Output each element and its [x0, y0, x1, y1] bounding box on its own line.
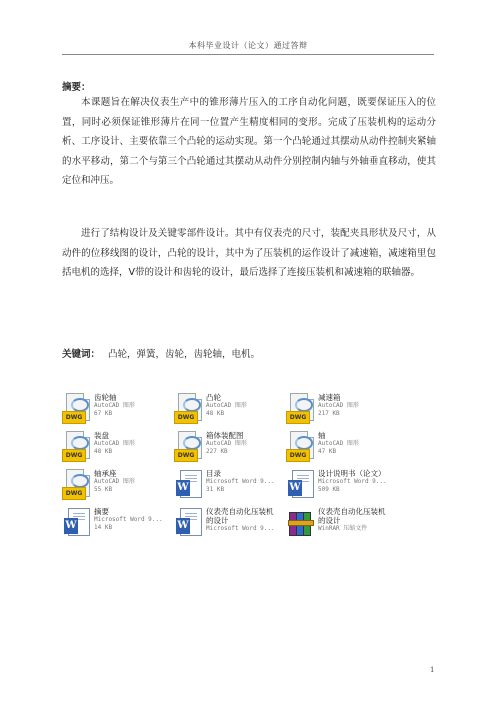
word-icon: W — [174, 469, 202, 501]
file-type: Microsoft Word 9... — [206, 525, 275, 532]
file-name-line-1: 仪表壳自动化压装机 — [318, 507, 386, 516]
file-size: 48 KB — [206, 410, 225, 417]
file-item[interactable] — [174, 392, 284, 426]
file-name: 齿轮轴 — [94, 393, 117, 402]
dwg-icon: DWG — [174, 431, 202, 463]
word-icon: W — [62, 507, 90, 539]
file-type: AutoCAD 图形 — [206, 440, 247, 447]
file-type: AutoCAD 图形 — [318, 402, 359, 409]
file-name-line-2: 的设计 — [206, 516, 229, 525]
word-icon: W — [286, 469, 314, 501]
file-item[interactable] — [286, 392, 396, 426]
dwg-icon: DWG — [174, 393, 202, 425]
file-name: 目录 — [206, 469, 221, 478]
file-size: 31 KB — [206, 486, 225, 493]
file-name-line-1: 仪表壳自动化压装机 — [206, 507, 274, 516]
file-listing — [62, 392, 422, 580]
page-number: 1 — [430, 666, 435, 674]
file-type: Microsoft Word 9... — [94, 516, 163, 523]
abstract-paragraph-1-text: 本课题旨在解决仪表生产中的锥形薄片压入的工序自动化问题，既要保证压入的位置，同时必须保证锥形薄片在同一位置产生精度相同的变形。完成了压装机构的运动分析、工序设计、主要依靠三个凸轮的运动实现。第一个凸轮通过其摆动从动件控制夹紧轴的水平移动，第二个与第三个凸轮通过其摆动从动件分别控制内轴与外轴垂直移动，使其定位和冲压。 — [62, 97, 436, 186]
file-size: 509 KB — [318, 486, 340, 493]
file-type: Microsoft Word 9... — [206, 478, 275, 485]
file-type: AutoCAD 图形 — [206, 402, 247, 409]
file-size: 14 KB — [94, 524, 113, 531]
file-item[interactable] — [286, 468, 396, 502]
file-item[interactable] — [62, 506, 172, 540]
file-type: Microsoft Word 9... — [318, 478, 387, 485]
word-icon: W — [174, 507, 202, 539]
file-name: 轴 — [318, 431, 326, 440]
page-header: 本科毕业设计（论文）通过答辩 — [188, 41, 308, 50]
file-item[interactable] — [286, 430, 396, 464]
dwg-icon: DWG — [286, 393, 314, 425]
file-name: 装盘 — [94, 431, 109, 440]
file-name-line-2: 的设计 — [318, 516, 341, 525]
file-type: AutoCAD 图形 — [94, 440, 135, 447]
file-name: 设计说明书（论文） — [318, 469, 386, 478]
file-item[interactable] — [62, 430, 172, 464]
file-item[interactable] — [62, 392, 172, 426]
dwg-icon: DWG — [62, 393, 90, 425]
file-name: 轴承座 — [94, 469, 117, 478]
file-name: 箱体装配图 — [206, 431, 244, 440]
abstract-paragraph-2 — [62, 224, 436, 283]
abstract-paragraph-2-text: 进行了结构设计及关键零部件设计。其中有仪表壳的尺寸，装配夹具形状及尺寸，从动件的位移线图的设计，凸轮的设计，其中为了压装机的运作设计了减速箱，减速箱里包括电机的选择，V带的设计和齿轮的设计，最后选择了连接压装机和减速箱的联轴器。 — [62, 228, 436, 278]
dwg-icon: DWG — [62, 469, 90, 501]
file-type: AutoCAD 图形 — [318, 440, 359, 447]
dwg-icon: DWG — [286, 431, 314, 463]
file-size: 47 KB — [318, 448, 337, 455]
file-size: 67 KB — [94, 410, 113, 417]
file-size: 48 KB — [94, 448, 113, 455]
keywords-line — [62, 346, 436, 360]
file-type: AutoCAD 图形 — [94, 478, 135, 485]
file-type: WinRAR 压缩文件 — [318, 525, 368, 532]
file-name — [318, 507, 386, 525]
file-size: 55 KB — [94, 486, 113, 493]
file-item[interactable] — [286, 506, 396, 540]
file-item[interactable] — [62, 468, 172, 502]
abstract-title: 摘要： — [62, 82, 91, 93]
file-size: 217 KB — [318, 410, 340, 417]
file-size: 227 KB — [206, 448, 228, 455]
keywords-label: 关键词： — [62, 349, 101, 360]
file-name: 减速箱 — [318, 393, 341, 402]
keywords-value: 凸轮，弹簧，齿轮，齿轮轴，电机。 — [108, 349, 261, 360]
file-type: AutoCAD 图形 — [94, 402, 135, 409]
file-name: 摘要 — [94, 507, 109, 516]
file-name — [206, 507, 274, 525]
file-item[interactable] — [174, 430, 284, 464]
header-divider — [62, 54, 434, 55]
abstract-paragraph-1 — [62, 93, 436, 191]
file-item[interactable] — [174, 506, 284, 540]
winrar-icon — [286, 507, 314, 539]
file-item[interactable] — [174, 468, 284, 502]
file-name: 凸轮 — [206, 393, 221, 402]
dwg-icon: DWG — [62, 431, 90, 463]
